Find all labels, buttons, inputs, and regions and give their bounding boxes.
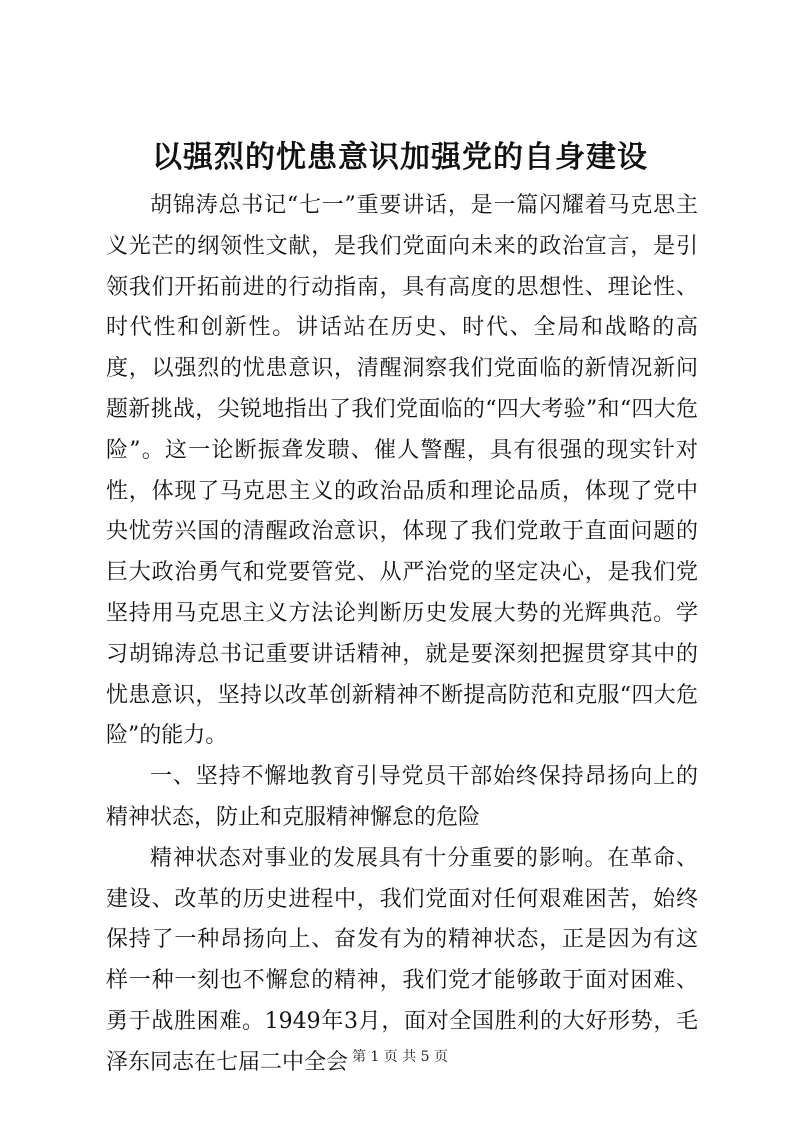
paragraph-section-1: 精神状态对事业的发展具有十分重要的影响。在革命、建设、改革的历史进程中，我们党面对任何艰难困苦，始终保持了一种昂扬向上、奋发有为的精神状态，正是因为有这样一种一刻也不懈怠的精神，我们党才能够敢于面对困难、勇于战胜困难。1949年3月，面对全国胜利的大好形势，毛泽东同志在七届二中全会 — [106, 845, 698, 1075]
paragraph-intro: 胡锦涛总书记“七一”重要讲话，是一篇闪耀着马克思主义光芒的纲领性文献，是我们党面向未来的政治宣言，是引领我们开拓前进的行动指南，具有高度的思想性、理论性、时代性和创新性。讲话站在历史、时代、全局和战略的高度，以强烈的忧患意识，清醒洞察我们党面临的新情况新问题新挑战，尖锐地指出了我们党面临的“四大考验”和“四大危险”。这一论断振聋发聩、催人警醒，具有很强的现实针对性，体现了马克思主义的政治品质和理论品质，体现了党中央忧劳兴国的清醒政治意识，体现了我们党敢于直面问题的巨大政治勇气和党要管党、从严治党的坚定决心，是我们党坚持用马克思主义方法论判断历史发展大势的光辉典范。学习胡锦涛总书记重要讲话精神，就是要深刻把握贯穿其中的忧患意识，坚持以改革创新精神不断提高防范和克服“四大危险”的能力。 — [106, 193, 698, 749]
document-body — [106, 186, 698, 1084]
page-number-footer: 第 1 页 共 5 页 — [351, 1049, 449, 1065]
section-heading-1: 一、坚持不懈地教育引导党员干部始终保持昂扬向上的精神状态，防止和克服精神懈怠的危险 — [106, 764, 698, 830]
document-title: 以强烈的忧患意识加强党的自身建设 — [152, 140, 648, 175]
